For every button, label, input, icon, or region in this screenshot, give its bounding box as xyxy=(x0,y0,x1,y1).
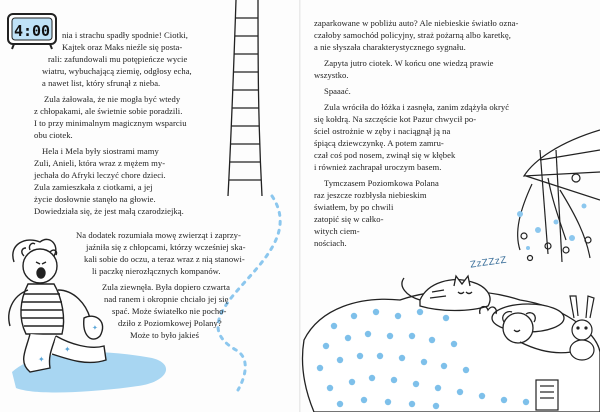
text-line: się kołdrą. Na szczęście kot Pazur chwycił po- xyxy=(314,114,477,124)
text-line: Zula żałowała, że nie mogła być wtedy xyxy=(44,94,181,104)
text-line: Na dodatek rozumiała mowę zwierząt i zaprzy- xyxy=(76,230,241,240)
text-line: i również zachrapał uroczym basem. xyxy=(314,162,442,172)
text-line: nad ranem i okropnie chciało jej się xyxy=(104,294,229,304)
svg-text:✦: ✦ xyxy=(92,324,98,332)
snore-label: ZzZZzZ xyxy=(469,255,508,271)
text-line: wiatru, wybuchającą ziemię, odgłosy echa, xyxy=(42,66,192,76)
text-line: spać. Może światełko nie pocho- xyxy=(112,306,227,316)
text-line: raz jeszcze rozbłysła niebieskim xyxy=(314,190,427,200)
text-line: witych ciem- xyxy=(314,226,360,236)
bed-post xyxy=(536,380,558,410)
text-line: jaźniła się z chłopcami, którzy wcześniej ska- xyxy=(86,242,246,252)
text-line: zaparkowane w pobliżu auto? Ale niebieskie światło ozna- xyxy=(314,18,519,28)
text-line: Tymczasem Poziomkowa Polana xyxy=(324,178,439,188)
light-trail xyxy=(218,196,280,390)
svg-text:✦: ✦ xyxy=(64,345,71,354)
text-line: li paczkę nierozłącznych kompanów. xyxy=(92,266,221,276)
rope-ladder xyxy=(228,0,262,196)
text-line: Zuli, Anieli, która wraz z mężem my- xyxy=(34,158,166,168)
text-line: a nie słyszała charakterystycznego sygnału. xyxy=(314,42,466,52)
text-line: Dowiedziała się, że jest małą czarodziejką. xyxy=(34,206,184,216)
text-line: kali sobie do oczu, a teraz wraz z nią stanowi- xyxy=(84,254,245,264)
text-line: Zula wróciła do łóżka i zasnęła, zanim zdążyła okryć xyxy=(324,102,510,112)
text-line: rali: zafundowali mu potępieńcze wycie xyxy=(48,54,188,64)
text-line: nościach. xyxy=(314,238,347,248)
clock-display: 4:00 xyxy=(13,22,51,40)
text-line: Hela i Mela były siostrami mamy xyxy=(42,146,159,156)
text-line: czałoby samochód policyjny, straż pożarną albo karetkę, xyxy=(314,30,511,40)
text-line: Spaaać. xyxy=(324,86,351,96)
text-line: Zula zamieszkała z ciotkami, a jej xyxy=(34,182,153,192)
text-line: ściel ostrożnie w zęby i naciągnął ją na xyxy=(314,126,451,136)
bed-canopy xyxy=(518,130,600,262)
text-line: a nawet list, który sfrunął z nieba. xyxy=(42,78,161,88)
page-gutter xyxy=(299,0,301,412)
text-line: obu ciotek. xyxy=(34,130,73,140)
text-line: czał coś pod nosem, zwinął się w kłębek xyxy=(314,150,456,160)
text-line: Zula ziewnęła. Była dopiero czwarta xyxy=(102,282,230,292)
bunny-toy xyxy=(570,296,594,360)
text-line: z chłopakami, ale świetnie sobie poradzili. xyxy=(34,106,183,116)
text-line: Może to było jakieś xyxy=(130,330,199,340)
text-line: wszystko. xyxy=(314,70,349,80)
text-line: życie dosłownie stanęło na głowie. xyxy=(34,194,156,204)
text-line: Zapyta jutro ciotek. W końcu one wiedzą prawie xyxy=(324,58,494,68)
text-line: nia i strachu spadły spodnie! Ciotki, xyxy=(62,30,188,40)
text-line: jechała do Afryki leczyć chore dzieci. xyxy=(34,170,166,180)
text-line: śpiącą dziewczynkę. A potem zamru- xyxy=(314,138,444,148)
text-line: I to przy minimalnym magicznym wsparciu xyxy=(34,118,187,128)
svg-text:✦: ✦ xyxy=(38,355,45,364)
text-line: zatopić się w całko- xyxy=(314,214,384,224)
hanging-ornaments xyxy=(517,204,587,251)
text-line: dziło z Poziomkowej Polany? xyxy=(118,318,222,328)
text-line: światłem, by po chwili xyxy=(314,202,394,212)
text-line: Kajtek oraz Maks nieźle się posta- xyxy=(62,42,183,52)
